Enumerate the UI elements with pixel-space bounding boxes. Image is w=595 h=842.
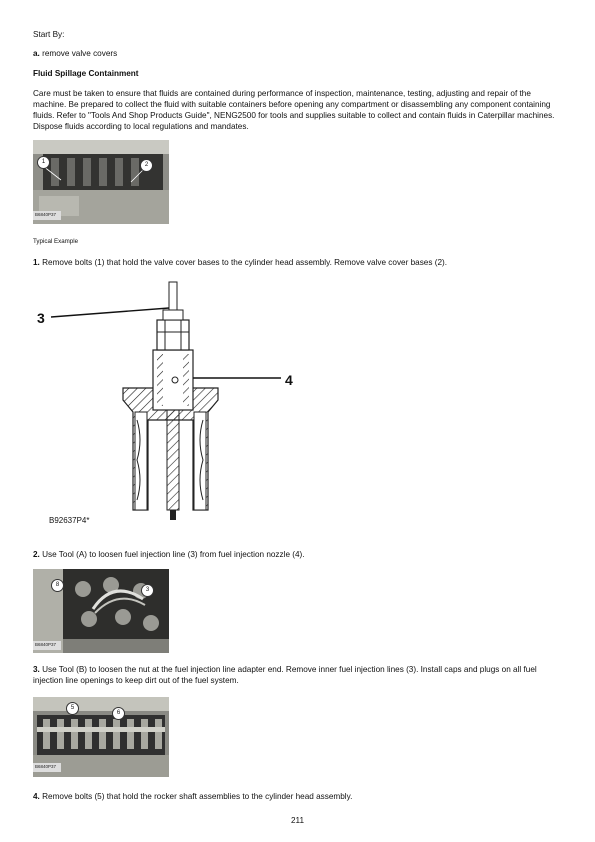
start-by-label: Start By: (33, 30, 65, 39)
step-a-text: remove valve covers (42, 49, 118, 58)
callout-5: 5 (66, 702, 79, 715)
step-3 (33, 664, 561, 686)
rocker-shaft-photo (33, 697, 169, 777)
photo2-code: B6840P37 (35, 642, 57, 647)
step-1 (33, 257, 447, 268)
typical-example-caption: Typical Example (33, 238, 79, 245)
diagram-code: B92637P4* (49, 516, 90, 525)
photo1-code: B6840P37 (35, 212, 57, 217)
callout-6: 6 (112, 707, 125, 720)
callout-3: 3 (141, 584, 154, 597)
step-a-letter: a. (33, 49, 40, 58)
fluid-paragraph: Care must be taken to ensure that fluids are contained during performance of inspection, maintenance, testing, adjusting and repair of the machine. Be prepared to collect the fluid with suitable containers before opening any compartment or disassembling any component containing fluids. Refer to "Tools And Shop Products Guide", NENG2500 for tools and supplies suitable to collect and contain fluids in Caterpillar machines. Dispose fluids according to local regulations and mandates. (33, 89, 555, 131)
callout-8: 8 (51, 579, 64, 592)
step-2-num: 2. (33, 550, 40, 559)
injection-line-photo (33, 569, 169, 653)
callout-1: 1 (37, 156, 50, 169)
step-a (33, 48, 117, 59)
callout-2: 2 (140, 159, 153, 172)
step-3-text: Use Tool (B) to loosen the nut at the fuel injection line adapter end. Remove inner fuel injection lines (3). Install caps and plugs on all fuel injection line openings to keep dirt out of the fuel system. (33, 665, 537, 685)
nozzle-diagram (33, 280, 323, 530)
section-title: Fluid Spillage Containment (33, 69, 139, 78)
step-4-text: Remove bolts (5) that hold the rocker shaft assemblies to the cylinder head assembly. (42, 792, 353, 801)
step-2-text: Use Tool (A) to loosen fuel injection line (3) from fuel injection nozzle (4). (42, 550, 305, 559)
step-4-num: 4. (33, 792, 40, 801)
diagram-callout-3: 3 (37, 310, 45, 326)
page-number: 211 (290, 816, 305, 825)
nozzle-drawing (33, 280, 323, 530)
photo3-code: B6840P37 (35, 764, 57, 769)
step-4 (33, 791, 352, 802)
step-1-num: 1. (33, 258, 40, 267)
step-3-num: 3. (33, 665, 40, 674)
step-2 (33, 549, 305, 560)
valve-cover-photo (33, 140, 169, 224)
diagram-callout-4: 4 (285, 372, 293, 388)
step-1-text: Remove bolts (1) that hold the valve cover bases to the cylinder head assembly. Remove valve cover bases (2). (42, 258, 447, 267)
